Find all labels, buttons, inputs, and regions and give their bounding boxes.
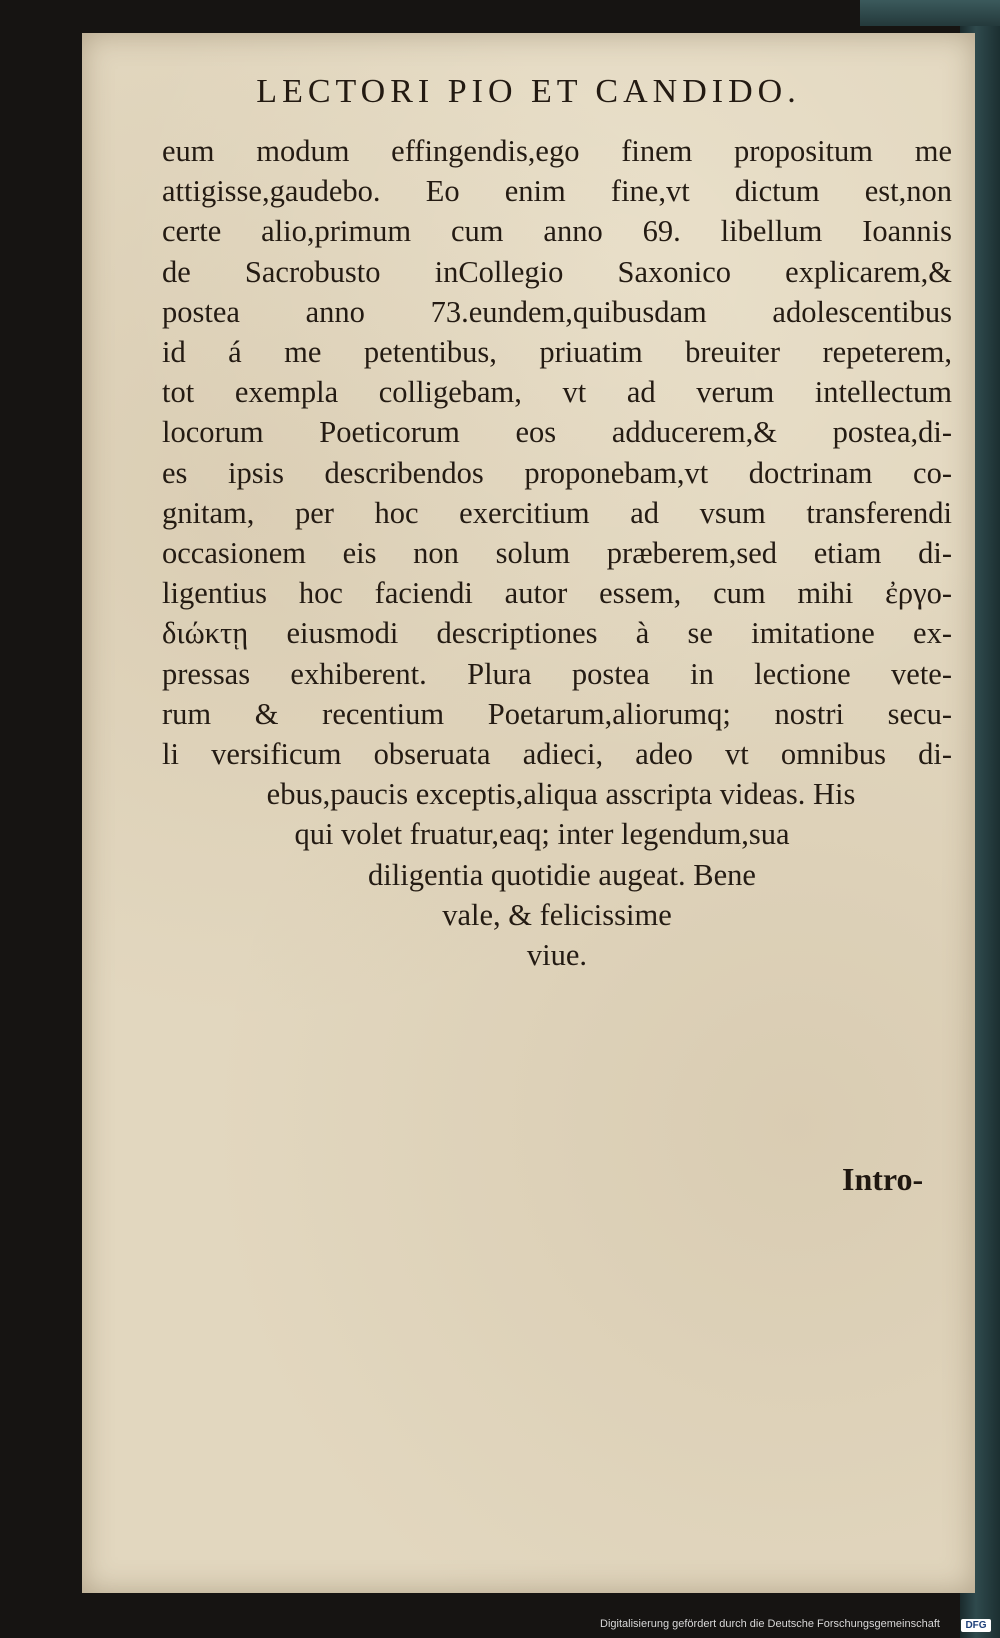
dfg-logo: DFG xyxy=(961,1619,991,1632)
book-page xyxy=(82,33,975,1593)
text-line: viue. xyxy=(526,938,588,973)
digitization-credit: Digitalisierung gefördert durch die Deutsche Forschungsgemeinschaft xyxy=(600,1618,940,1630)
text-line: de Sacrobusto inCollegio Saxonico explicarem,& xyxy=(162,254,952,289)
text-line: li versificum obseruata adieci, adeo vt omnibus di- xyxy=(162,737,952,772)
text-line: gnitam, per hoc exercitium ad vsum transferendi xyxy=(162,495,952,530)
running-heading: LECTORI PIO ET CANDIDO. xyxy=(256,73,801,110)
text-line: ligentius hoc faciendi autor essem, cum mihi ἐργο- xyxy=(162,576,952,611)
text-line: vale, & felicissime xyxy=(442,897,672,932)
text-line: eum modum effingendis,ego finem propositum me xyxy=(162,134,952,168)
text-line: rum & recentium Poetarum,aliorumq; nostri secu- xyxy=(162,696,952,731)
text-line: locorum Poeticorum eos adducerem,& postea,di- xyxy=(162,415,952,450)
text-line: qui volet fruatur,eaq; inter legendum,sua xyxy=(294,817,790,852)
text-line: occasionem eis non solum præberem,sed etiam di- xyxy=(162,536,952,571)
text-line: ebus,paucis exceptis,aliqua asscripta videas. His xyxy=(266,777,856,812)
page-body-text xyxy=(162,131,952,975)
text-line: tot exempla colligebam, vt ad verum intellectum xyxy=(162,375,952,410)
catchword: Intro- xyxy=(842,1161,924,1197)
text-line: diligentia quotidie augeat. Bene xyxy=(368,857,756,892)
text-line: certe alio,primum cum anno 69. libellum Ioannis xyxy=(162,214,952,249)
text-line: pressas exhiberent. Plura postea in lectione vete- xyxy=(162,656,952,691)
text-line: postea anno 73.eundem,quibusdam adolescentibus xyxy=(162,294,952,329)
text-line: es ipsis describendos proponebam,vt doctrinam co- xyxy=(162,455,952,490)
text-line: διώκτῃ eiusmodi descriptiones à se imitatione ex- xyxy=(162,616,952,651)
book-cover-edge xyxy=(860,0,1000,26)
text-line: id á me petentibus, priuatim breuiter repeterem, xyxy=(162,335,952,370)
text-line: attigisse,gaudebo. Eo enim fine,vt dictum est,non xyxy=(162,174,952,209)
